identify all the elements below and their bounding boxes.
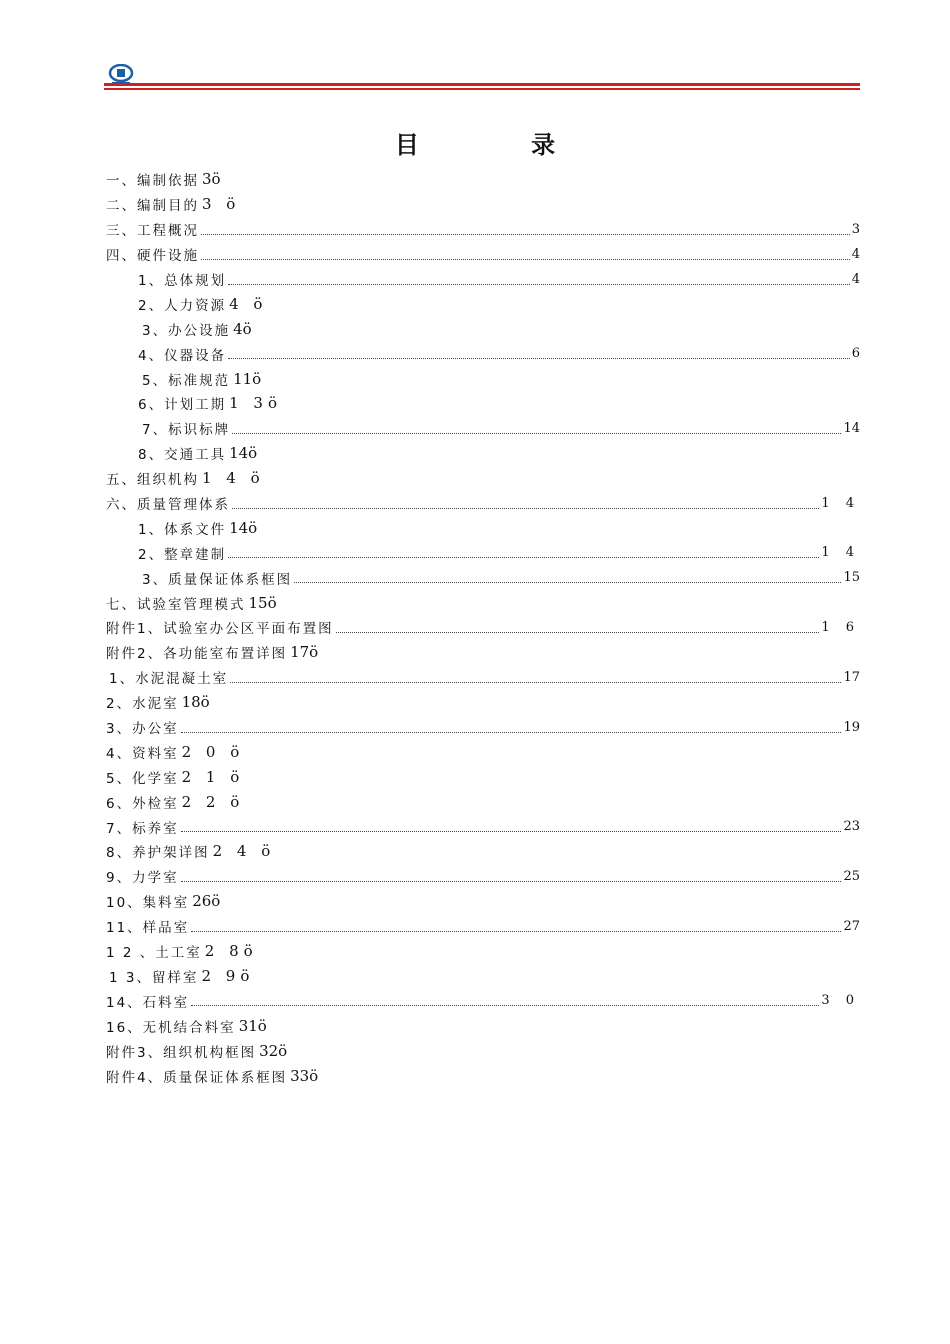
toc-entry-label: 1、水泥混凝土室	[109, 671, 229, 688]
toc-entry-label: 4、资料室	[106, 745, 179, 762]
toc-entry-label: 9、力学室	[106, 870, 179, 887]
toc-entry-page: 1 4	[821, 495, 860, 511]
toc-entry[interactable]	[106, 864, 860, 889]
toc-dot-leader	[228, 348, 850, 359]
toc-entry[interactable]	[106, 267, 860, 292]
toc-entry[interactable]	[106, 217, 860, 242]
header-rule-bottom	[104, 88, 860, 90]
toc-entry-page: 6	[851, 346, 860, 362]
toc-entry[interactable]	[106, 939, 860, 964]
toc-entry-page: 31ö	[238, 1016, 267, 1035]
toc-entry[interactable]	[106, 615, 860, 640]
toc-dot-leader	[232, 423, 841, 434]
toc-entry-page: 1 6	[821, 619, 860, 635]
toc-entry-label: 附件1、试验室办公区平面布置图	[106, 621, 334, 638]
toc-entry[interactable]	[106, 640, 860, 665]
toc-dot-leader	[181, 722, 842, 733]
toc-entry-page: 14ö	[229, 444, 258, 463]
toc-entry[interactable]	[106, 1013, 860, 1038]
toc-dot-leader	[191, 995, 819, 1006]
toc-entry[interactable]	[106, 665, 860, 690]
toc-entry[interactable]	[106, 1038, 860, 1063]
toc-entry-page: 18ö	[181, 693, 210, 712]
toc-entry[interactable]	[106, 789, 860, 814]
toc-entry-label: 4、仪器设备	[138, 347, 227, 364]
header-rule-top	[104, 83, 860, 86]
toc-entry-page: 2 1 ö	[181, 767, 245, 786]
toc-entry-page: 4ö	[233, 319, 252, 338]
toc-entry-page: 2 8ö	[204, 942, 258, 961]
toc-entry[interactable]	[106, 690, 860, 715]
toc-entry[interactable]	[106, 914, 860, 939]
toc-entry[interactable]	[106, 839, 860, 864]
toc-dot-leader	[181, 821, 842, 832]
toc-entry[interactable]	[106, 964, 860, 989]
toc-entry-page: 2 4 ö	[212, 842, 276, 861]
toc-entry[interactable]	[106, 341, 860, 366]
toc-entry-page: 3ö	[202, 170, 221, 189]
toc-entry-page: 4	[851, 246, 860, 262]
toc-entry[interactable]	[106, 764, 860, 789]
toc-entry[interactable]	[106, 715, 860, 740]
toc-entry-page: 2 0 ö	[181, 742, 245, 761]
toc-entry-label: 2、水泥室	[106, 696, 179, 713]
toc-entry-page: 2 2 ö	[181, 792, 245, 811]
toc-entry-page: 27	[843, 918, 860, 934]
toc-entry-label: 四、硬件设施	[106, 248, 199, 265]
toc-entry[interactable]	[106, 366, 860, 391]
toc-entry[interactable]	[106, 242, 860, 267]
toc-entry-page: 3 ö	[202, 195, 241, 214]
toc-entry-label: 3、办公设施	[142, 322, 231, 339]
toc-entry-label: 14、石料室	[106, 994, 190, 1011]
toc-entry-label: 附件2、各功能室布置详图	[106, 646, 288, 663]
toc-dot-leader	[230, 672, 841, 683]
toc-entry[interactable]	[106, 416, 860, 441]
toc-entry-page: 23	[843, 819, 860, 835]
toc-entry-label: 8、养护架详图	[106, 845, 210, 862]
toc-entry[interactable]	[106, 316, 860, 341]
toc-entry-page: 1 4 ö	[202, 469, 265, 488]
toc-entry-label: 16、无机结合料室	[106, 1019, 236, 1036]
toc-dot-leader	[232, 498, 819, 509]
toc-entry-label: 10、集料室	[106, 895, 190, 912]
toc-entry-label: 一、编制依据	[106, 173, 199, 190]
toc-entry-label: 2、整章建制	[138, 546, 227, 563]
toc-entry[interactable]	[106, 291, 860, 316]
toc-entry-page: 3 0	[821, 993, 860, 1009]
toc-entry[interactable]	[106, 391, 860, 416]
toc-entry[interactable]	[106, 590, 860, 615]
toc-entry[interactable]	[106, 889, 860, 914]
toc-entry[interactable]	[106, 466, 860, 491]
table-of-contents	[106, 167, 860, 1088]
toc-entry-page: 14	[843, 420, 860, 436]
toc-entry-page: 15ö	[248, 593, 277, 612]
toc-entry-page: 25	[843, 868, 860, 884]
toc-entry[interactable]	[106, 540, 860, 565]
toc-entry-page: 26ö	[192, 892, 221, 911]
toc-entry-page: 2 9ö	[201, 966, 255, 985]
toc-entry-page: 11ö	[233, 369, 262, 388]
toc-entry-label: 三、工程概况	[106, 223, 199, 240]
toc-entry-page: 32ö	[259, 1041, 288, 1060]
page-title: 目 录	[394, 130, 608, 159]
toc-entry-label: 6、外检室	[106, 795, 179, 812]
toc-entry-page: 14ö	[229, 518, 258, 537]
toc-entry[interactable]	[106, 441, 860, 466]
toc-entry-label: 2、人力资源	[138, 297, 227, 314]
toc-entry[interactable]	[106, 491, 860, 516]
toc-dot-leader	[201, 224, 850, 235]
toc-dot-leader	[191, 921, 841, 932]
toc-entry-label: 二、编制目的	[106, 198, 199, 215]
toc-entry-label: 3、办公室	[106, 721, 179, 738]
toc-entry-label: 附件3、组织机构框图	[106, 1044, 257, 1061]
toc-entry-label: 1、总体规划	[138, 273, 227, 289]
toc-entry-page: 1 3ö	[229, 394, 282, 413]
toc-entry-label: 5、标准规范	[142, 372, 231, 389]
toc-dot-leader	[336, 622, 820, 633]
toc-entry-label: 3、质量保证体系框图	[142, 571, 293, 588]
toc-entry-label: 附件4、质量保证体系框图	[106, 1069, 288, 1086]
toc-entry-label: 1、体系文件	[138, 521, 227, 538]
toc-entry-page: 3	[851, 221, 860, 237]
toc-entry[interactable]	[106, 167, 860, 192]
toc-entry-page: 17	[843, 669, 860, 685]
toc-entry-label: 7、标识标牌	[142, 422, 231, 439]
toc-entry[interactable]	[106, 1063, 860, 1088]
toc-dot-leader	[294, 572, 841, 583]
toc-dot-leader	[181, 871, 842, 882]
toc-entry-page: 19	[843, 719, 860, 735]
toc-entry-label: 六、质量管理体系	[106, 497, 230, 514]
toc-dot-leader	[201, 249, 850, 260]
toc-entry[interactable]	[106, 565, 860, 590]
toc-dot-leader	[228, 274, 850, 285]
toc-entry-label: 七、试验室管理模式	[106, 596, 246, 613]
toc-dot-leader	[228, 547, 819, 558]
toc-entry-label: 五、组织机构	[106, 472, 199, 489]
toc-entry-label: 1 3、留样室	[109, 969, 199, 986]
toc-entry-page: 4 ö	[229, 294, 268, 313]
toc-entry-page: 17ö	[290, 643, 319, 662]
toc-entry-page: 33ö	[290, 1066, 319, 1085]
toc-entry-label: 8、交通工具	[138, 447, 227, 464]
toc-entry[interactable]	[106, 192, 860, 217]
toc-entry-label: 1 2 、土工室	[106, 945, 202, 962]
toc-entry-page: 1 4	[821, 545, 860, 561]
toc-entry-page: 15	[843, 570, 860, 586]
toc-entry-label: 6、计划工期	[138, 397, 227, 414]
toc-entry-page: 4	[851, 271, 860, 287]
toc-entry[interactable]	[106, 739, 860, 764]
toc-entry[interactable]	[106, 515, 860, 540]
toc-entry[interactable]	[106, 988, 860, 1013]
toc-entry-label: 11、样品室	[106, 920, 190, 937]
toc-entry[interactable]	[106, 814, 860, 839]
toc-entry-label: 5、化学室	[106, 770, 179, 787]
toc-entry-label: 7、标养室	[106, 820, 179, 837]
